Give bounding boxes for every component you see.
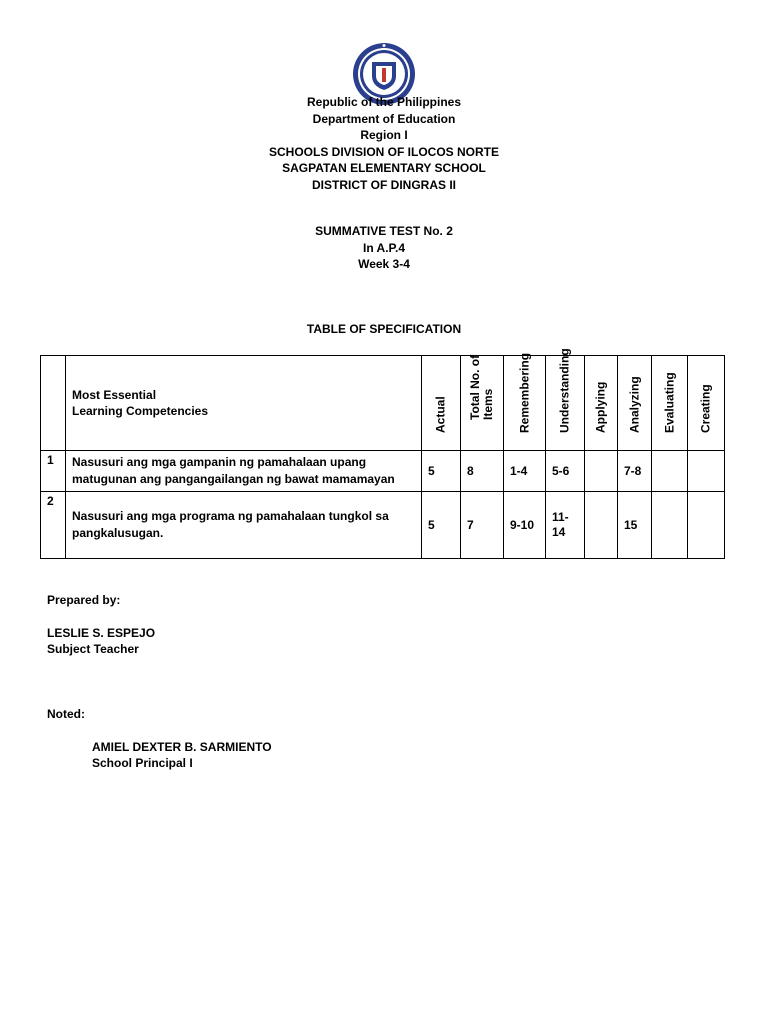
competency-header-line2: Learning Competencies bbox=[72, 404, 209, 418]
table-title: TABLE OF SPECIFICATION bbox=[306, 322, 462, 336]
creating-value bbox=[688, 492, 725, 559]
header-line-republic: Republic of the Philippines bbox=[306, 95, 461, 109]
test-title: SUMMATIVE TEST No. 2 bbox=[315, 224, 453, 238]
column-header-remembering: Remembering bbox=[504, 356, 546, 451]
competency-header-line1: Most Essential bbox=[72, 388, 157, 402]
noted-label: Noted: bbox=[47, 707, 85, 721]
agency-header bbox=[0, 94, 768, 193]
row-number: 1 bbox=[41, 451, 66, 492]
specification-table bbox=[40, 348, 725, 559]
header-no-cell bbox=[41, 356, 66, 451]
column-header-creating: Creating bbox=[688, 356, 725, 451]
table-row bbox=[41, 492, 725, 559]
noter-block bbox=[92, 739, 272, 771]
remembering-value: 1-4 bbox=[504, 451, 546, 492]
competency-text: Nasusuri ang mga gampanin ng pamahalaan upang matugunan ang pangangailangan ng bawat mamamayan bbox=[66, 451, 422, 492]
applying-value bbox=[585, 492, 618, 559]
remembering-value: 9-10 bbox=[504, 492, 546, 559]
creating-value bbox=[688, 451, 725, 492]
noter-title: School Principal I bbox=[92, 756, 193, 770]
test-title-block bbox=[0, 223, 768, 273]
row-number: 2 bbox=[41, 492, 66, 559]
header-line-department: Department of Education bbox=[312, 111, 456, 126]
column-header-analyzing: Analyzing bbox=[618, 356, 652, 451]
noter-name: AMIEL DEXTER B. SARMIENTO bbox=[92, 740, 272, 754]
header-line-region: Region I bbox=[360, 128, 408, 142]
header-line-division: SCHOOLS DIVISION OF ILOCOS NORTE bbox=[268, 144, 499, 159]
test-week: Week 3-4 bbox=[358, 257, 410, 271]
preparer-title: Subject Teacher bbox=[47, 642, 139, 656]
test-subject: In A.P.4 bbox=[362, 240, 406, 255]
preparer-name: LESLIE S. ESPEJO bbox=[47, 626, 156, 640]
applying-value bbox=[585, 451, 618, 492]
understanding-value: 5-6 bbox=[546, 451, 585, 492]
evaluating-value bbox=[652, 451, 688, 492]
column-header-understanding: Understanding bbox=[546, 356, 585, 451]
column-header-total-items: Total No. of Items bbox=[461, 356, 504, 451]
competency-text: Nasusuri ang mga programa ng pamahalaan tungkol sa pangkalusugan. bbox=[66, 492, 422, 559]
header-line-district: DISTRICT OF DINGRAS II bbox=[312, 177, 456, 192]
total-items-value: 7 bbox=[461, 492, 504, 559]
column-header-evaluating: Evaluating bbox=[652, 356, 688, 451]
column-header-applying: Applying bbox=[585, 356, 618, 451]
total-items-value: 8 bbox=[461, 451, 504, 492]
actual-value: 5 bbox=[422, 492, 461, 559]
evaluating-value bbox=[652, 492, 688, 559]
actual-value: 5 bbox=[422, 451, 461, 492]
column-header-actual: Actual bbox=[422, 356, 461, 451]
prepared-by-label: Prepared by: bbox=[47, 593, 121, 607]
analyzing-value: 15 bbox=[618, 492, 652, 559]
table-row bbox=[41, 451, 725, 492]
header-competency-cell bbox=[66, 356, 422, 451]
header-line-school: SAGPATAN ELEMENTARY SCHOOL bbox=[282, 161, 486, 175]
preparer-block bbox=[47, 625, 155, 657]
understanding-value: 11- 14 bbox=[546, 492, 585, 559]
table-header-row bbox=[41, 356, 725, 451]
analyzing-value: 7-8 bbox=[618, 451, 652, 492]
